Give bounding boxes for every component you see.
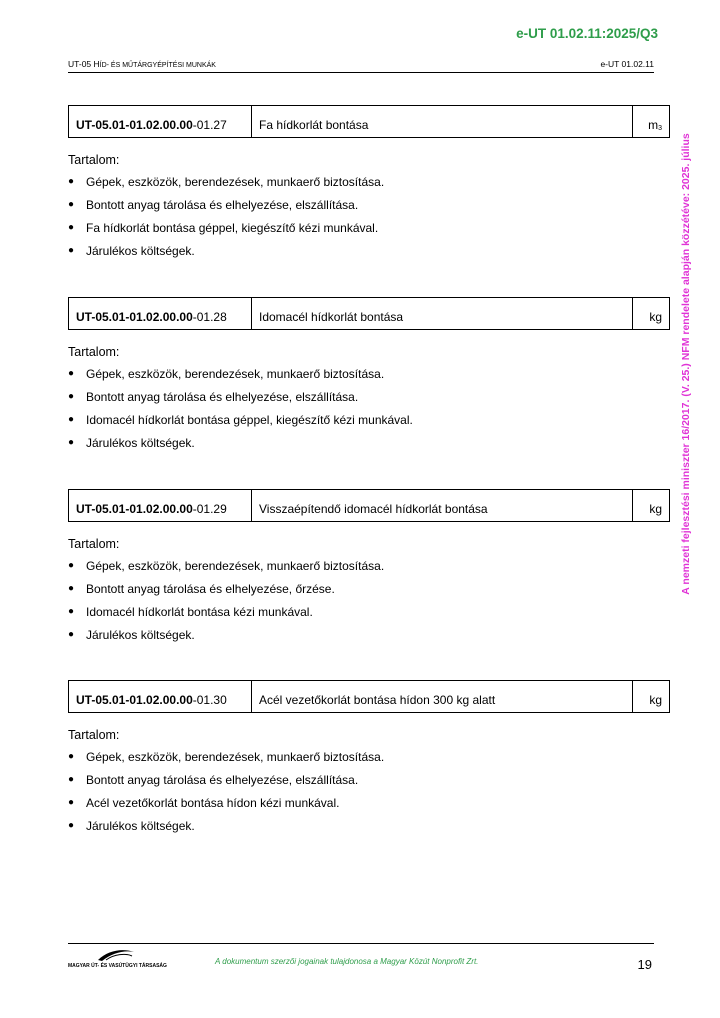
item-description: Idomacél hídkorlát bontása [252,298,633,329]
item-header-table [68,297,670,330]
running-header-section: UT-05 HÍD- ÉS MŰTÁRGYÉPÍTÉSI MUNKÁK [68,59,216,69]
item-code: UT-05.01-01.02.00.00 -01.27 [69,106,252,137]
content-label: Tartalom: [68,153,120,167]
list-item: ● Gépek, eszközök, berendezések, munkaerő biztosítása. [68,558,385,573]
list-item: ● Bontott anyag tárolása és elhelyezése, elszállítása. [68,197,359,212]
list-item: ● Bontott anyag tárolása és elhelyezése, őrzése. [68,581,335,596]
list-item: ● Idomacél hídkorlát bontása kézi munkával. [68,604,313,619]
content-label: Tartalom: [68,728,120,742]
item-description: Visszaépítendő idomacél hídkorlát bontása [252,490,633,521]
content-list [68,362,670,454]
item-description: Acél vezetőkorlát bontása hídon 300 kg alatt [252,681,633,712]
content-list [68,554,670,646]
item-header-table [68,680,670,713]
list-item: ● Gépek, eszközök, berendezések, munkaerő biztosítása. [68,174,385,189]
work-item [68,680,670,837]
list-item: ● Gépek, eszközök, berendezések, munkaerő biztosítása. [68,366,385,381]
item-description: Fa hídkorlát bontása [252,106,633,137]
section-title-smallcaps: ÍD- ÉS MŰTÁRGYÉPÍTÉSI MUNKÁK [99,62,216,69]
list-item: ● Idomacél hídkorlát bontása géppel, kiegészítő kézi munkával. [68,412,413,427]
document-code: e-UT 01.02.11:2025/Q3 [516,26,658,41]
work-item [68,489,670,646]
item-unit: kg [649,310,662,324]
content-list [68,170,670,262]
list-item: ● Járulékos költségek. [68,627,195,642]
item-header-table [68,105,670,138]
item-unit: m $_3$ [648,118,662,132]
page-number: 19 [637,957,652,972]
logo-text: MAGYAR ÚT- ÉS VASÚTÜGYI TÁRSASÁG [68,963,167,969]
item-unit: kg [649,502,662,516]
work-item [68,297,670,454]
society-logo [68,946,167,972]
list-item: ● Járulékos költségek. [68,435,195,450]
list-item: ● Fa hídkorlát bontása géppel, kiegészítő kézi munkával. [68,220,379,235]
running-header-code: e-UT 01.02.11 [600,59,654,69]
item-code: UT-05.01-01.02.00.00 -01.30 [69,681,252,712]
content-list [68,745,670,837]
work-item [68,105,670,262]
list-item: ● Járulékos költségek. [68,243,195,258]
list-item: ● Acél vezetőkorlát bontása hídon kézi munkával. [68,795,340,810]
list-item: ● Bontott anyag tárolása és elhelyezése, elszállítása. [68,772,359,787]
item-code: UT-05.01-01.02.00.00 -01.28 [69,298,252,329]
content-label: Tartalom: [68,345,120,359]
footer-divider [68,943,654,944]
item-unit: kg [649,693,662,707]
list-item: ● Gépek, eszközök, berendezések, munkaerő biztosítása. [68,749,385,764]
running-header [68,59,654,73]
content-label: Tartalom: [68,537,120,551]
list-item: ● Járulékos költségek. [68,818,195,833]
item-code: UT-05.01-01.02.00.00 -01.29 [69,490,252,521]
list-item: ● Bontott anyag tárolása és elhelyezése, elszállítása. [68,389,359,404]
item-header-table [68,489,670,522]
copyright-notice: A dokumentum szerzői jogainak tulajdonosa a Magyar Közút Nonprofit Zrt. [215,957,479,966]
